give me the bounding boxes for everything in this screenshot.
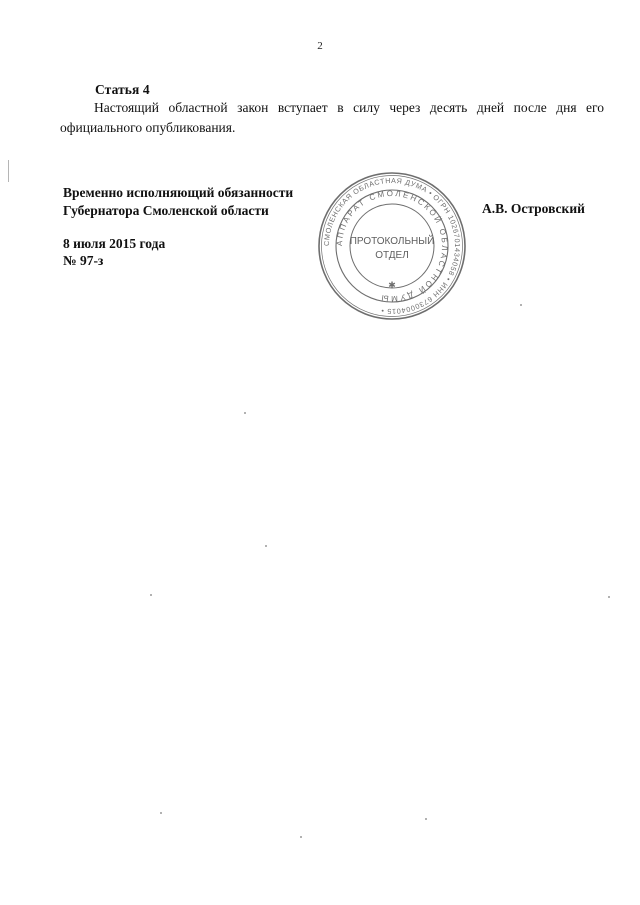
official-seal-stamp [316,170,468,322]
scan-edge-mark [8,160,9,182]
document-number: № 97-з [63,253,104,268]
scan-speck [150,594,152,596]
signer-title [63,184,293,220]
scan-speck [425,818,427,820]
page-number: 2 [317,40,323,52]
signer-title-line-1: Временно исполняющий обязанности [63,185,294,200]
seal-outer-ring-text: СМОЛЕНСКАЯ ОБЛАСТНАЯ ДУМА • ОГРН 1026701434058 • ИНН 6730004015 • [321,175,463,317]
article-title: Статья 4 [95,82,150,97]
signer-name: А.В. Островский [482,201,585,216]
scan-speck [160,812,162,814]
seal-star-icon: ✱ [388,281,396,291]
scan-speck [300,836,302,838]
scan-speck [608,596,610,598]
article-body: Настоящий областной закон вступает в силу через десять дней после дня его официального опубликования. [60,100,604,135]
seal-inner-ring-text: АППАРАТ СМОЛЕНСКОЙ ОБЛАСТНОЙ ДУМЫ [334,188,450,304]
scan-speck [244,412,246,414]
document-date: 8 июля 2015 года [63,236,166,251]
document-date-number [63,235,165,269]
scan-speck [265,545,267,547]
seal-center-line-2: ОТДЕЛ [375,250,409,261]
signer-title-line-2: Губернатора Смоленской области [63,203,269,218]
seal-center-line-1: ПРОТОКОЛЬНЫЙ [349,236,435,247]
scan-speck [520,304,522,306]
